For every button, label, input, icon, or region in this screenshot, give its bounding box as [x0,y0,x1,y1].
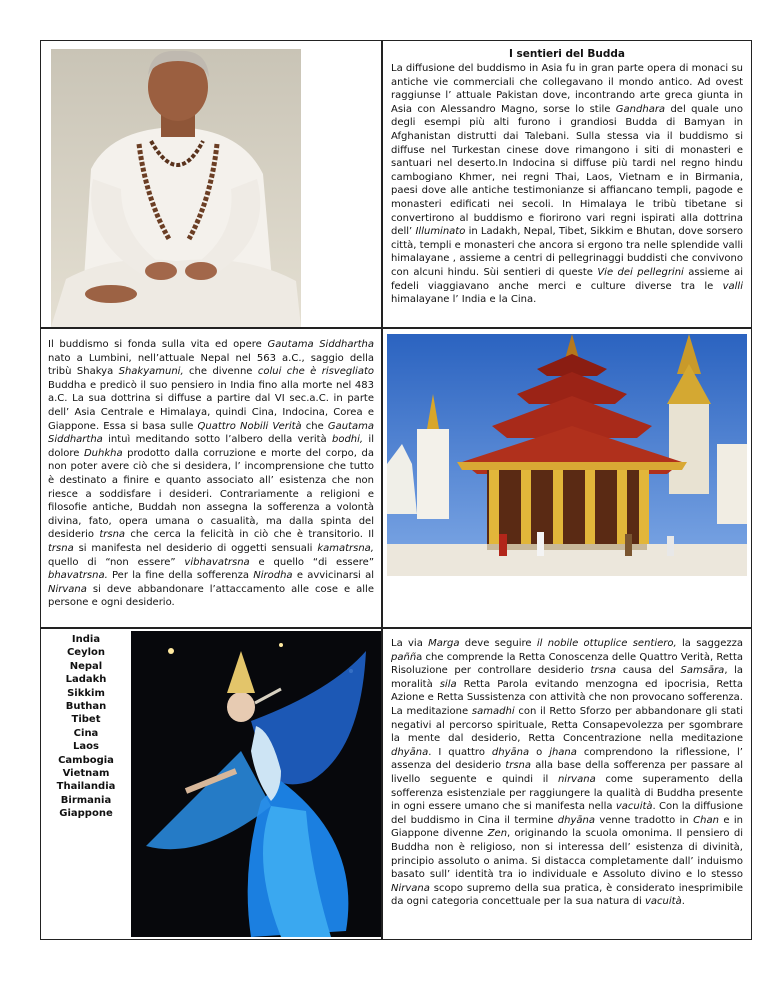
italic-term: trsna [99,529,126,541]
italic-term: Vie dei pellegrini [597,266,684,278]
text-run: comprendono la riflessione, l’ assenza del desiderio [391,746,743,772]
italic-term: kamatrsna, [317,542,374,554]
text-run: Il buddismo si fonda sulla vita ed opere [48,339,268,350]
italic-term: vibhavatrsna [184,556,250,568]
country-item: Vietnam [62,768,110,780]
italic-term: Duhkha [83,447,123,459]
temple-illustration [387,334,747,576]
italic-term: Nirvana [48,583,87,595]
countries-dancer-cell [40,628,382,940]
intro-paragraph [391,62,743,307]
italic-term: Nirodha [253,570,293,582]
text-run: Buddha e predicò il suo pensiero in India fino alla morte nel 483 a.C. La sua dottrina si diffuse a partire dal VI sec.a.C. in parte dell’ Asia Centrale e Himalaya, quindi Cina, Indocina, Corea e Giappone. Essa si basa sulle [48,379,374,432]
text-run: che divenne [183,366,258,378]
italic-term: valli [722,280,743,292]
italic-term: bodhi, [331,434,364,446]
text-run: La via [391,638,429,649]
italic-term: dhyāna [491,746,530,758]
italic-term: Quattro Nobili Verità [197,420,302,432]
italic-term: Samsāra [680,665,725,677]
text-run: Retta Parola evitando menzogna ed ipocrisia, Retta Azione e Retta Sussistenza con attività che non provocano sofferenza. La meditazione [391,678,743,717]
text-run: il dolore [48,434,374,459]
page [40,40,752,940]
italic-term: Illuminato [415,226,466,238]
italic-term: Nirvana [391,882,430,894]
dancer-illustration [131,631,381,937]
text-run: e in Giappone divenne [391,814,743,840]
country-item: Ladakh [65,674,107,686]
intro-cell [382,40,752,328]
italic-term: trsna [590,665,617,677]
monk-illustration [51,49,301,327]
italic-term: vacuità [644,896,682,908]
meditating-monk-photo [51,49,301,327]
dancer-photo [131,631,381,937]
countries-list [47,633,125,821]
text-run: himalayane l’ India e la Cina. [391,294,537,306]
italic-term: dhyāna [557,814,595,826]
text-run: e avvicinarsi al [292,570,374,582]
pagoda-temple-photo [387,334,747,576]
page-title: I sentieri del Budda [508,48,626,60]
country-item: Tibet [71,714,101,726]
monk-photo-cell [40,40,382,328]
text-run: La diffusione del buddismo in Asia fu in gran parte opera di monaci su antiche vie commerciali che collegavano il mondo antico. Ad ovest raggiunse l’ attuale Pakistan dove, incontrando arte greca giunta in Asia con Alessandro Magno, sorse lo stile [391,63,743,115]
italic-term: sila [439,678,457,690]
country-item: Laos [73,741,99,753]
italic-term: samadhi [471,705,515,717]
country-item: Nepal [69,660,103,672]
italic-term: bhavatrsna. [48,570,108,582]
italic-term: trsna [505,760,532,772]
text-run: causa del [616,665,681,677]
italic-term: trsna [48,542,74,554]
italic-term: colui che è risvegliato [257,366,374,378]
text-run: quello di “non essere” [48,556,185,568]
country-item: Buthan [65,701,107,713]
italic-term: vacuità [615,801,653,813]
italic-term: nirvana [557,773,596,785]
text-run: a che comprende la Retta Conoscenza delle Quattro Verità, Retta Risoluzione per controllare desiderio [391,651,743,677]
italic-term: Marga [428,638,460,649]
country-item: India [71,634,101,645]
text-run: Per la fine della sofferenza [107,570,254,582]
text-run: come superamento della sofferenza esistenziale per raggiungere la qualità di Buddha presente in ogni essere umano che si manifesta nella [391,773,743,813]
italic-term: Shakyamuni, [118,366,184,378]
italic-term: Gautama Siddhartha [48,420,374,446]
country-item: Sikkim [67,687,105,699]
text-run: . [681,896,685,908]
text-run: si manifesta nel desiderio di oggetti sensuali [73,542,318,554]
text-run: del quale uno degli esempi più alti furono i grandiosi Budda di Bamyan in Afghanistan distrutti dai Talebani. Sulla stessa via il buddismo si diffuse nel Turkestan cinese dove rimangono i siti di monasteri e santuari nel deserto.In Indocina si diffuse più tardi nel regno hindu cambogiano Khmer, nei regni Thai, Laos, Vietnam e in Birmania, paesi dove alle antiche testimonianze si affiancano templi, pagode e monasteri edificati nei secoli. In Himalaya le tribù tibetane si convertirono al buddismo e fiorirono vari regni ispirati alla dottrina dell’ [391,103,744,238]
country-item: Cambogia [58,754,114,766]
country-item: Thailandia [56,781,116,793]
temple-photo-cell [382,328,752,628]
text-run: che cerca la felicità in ciò che è transitorio. Il [125,529,374,541]
italic-term: il nobile ottuplice sentiero, [536,638,677,649]
path-cell [382,628,752,940]
text-run: nato a Lumbini, nell’attuale Nepal nel 563 a.C., saggio della tribù Shakya [48,352,374,378]
italic-term: paññ [391,651,417,663]
path-paragraph [391,637,743,909]
text-run: si deve abbandonare l’attaccamento alle cose e alle persone e ogni desiderio. [48,583,374,609]
text-run: con il Retto Sforzo per abbandonare gli stati negativi al percorso spirituale, Retta Consapevolezza per sgombrare la mente dal desiderio, Retta Concentrazione nella meditazione [391,705,743,745]
text-run: prodotto dalla corruzione e morte del corpo, da non poter avere ciò che si desidera, l’ incomprensione che tutto è destinato a finire e quanto associato all’ esistenza che non riesce a soddisfare i desideri. Contrariamente a religioni e filosofie antiche, Buddah non assegna la sofferenza a volontà divina, fato, opera umana o casualità, ma dalla spinta del desiderio [48,447,374,541]
text-run: . I quattro [428,746,492,758]
text-run: scopo supremo della sua pratica, è considerato inesprimibile da ogni categoria concettuale per la sua natura di [391,882,743,908]
text-run: la saggezza [676,638,744,649]
text-run: assieme ai fedeli viaggiavano anche merci e culture diverse tra le [391,266,743,292]
country-item: Cina [73,727,99,739]
text-run: che [301,420,328,432]
italic-term: Zen [487,828,508,840]
country-item: Birmania [60,794,112,806]
doctrine-paragraph [48,338,374,610]
text-run: e quello “di essere” [249,556,375,568]
text-run: , originando la scuola omonima. Il pensiero di Buddha non è religioso, non si interessa dell’ esistenza di divinità, principio assoluto o anima. Si distacca completamente dall’ induismo basato sull’ identità tra io individuale e Assoluto divino e lo stesso [391,828,744,881]
italic-term: Gautama Siddhartha [267,339,374,350]
italic-term: jhana [549,746,577,758]
italic-term: dhyāna [391,746,429,758]
italic-term: Chan [693,814,719,826]
text-run: o [529,746,550,758]
text-run: alla base della sofferenza per passare al livello seguente e quindi il [391,760,743,785]
text-run: , la moralità [391,665,743,690]
doctrine-cell [40,328,382,628]
country-item: Giappone [59,808,113,820]
text-run: intuì meditando sotto l’albero della verità [102,434,332,446]
italic-term: Gandhara [615,103,666,115]
text-run: deve seguire [459,638,537,649]
text-run: . Con la diffusione del buddismo in Cina il termine [391,801,743,826]
text-run: in Ladakh, Nepal, Tibet, Sikkim e Bhutan, dove sorsero città, templi e monasteri che ancora si ergono tra nelle splendide valli himalayane , assieme a centri di pellegrinaggi buddisti che convivono con alcuni hindu. Sùi sentieri di queste [391,226,744,278]
country-item: Ceylon [66,647,106,659]
text-run: venne tradotto in [594,814,694,826]
